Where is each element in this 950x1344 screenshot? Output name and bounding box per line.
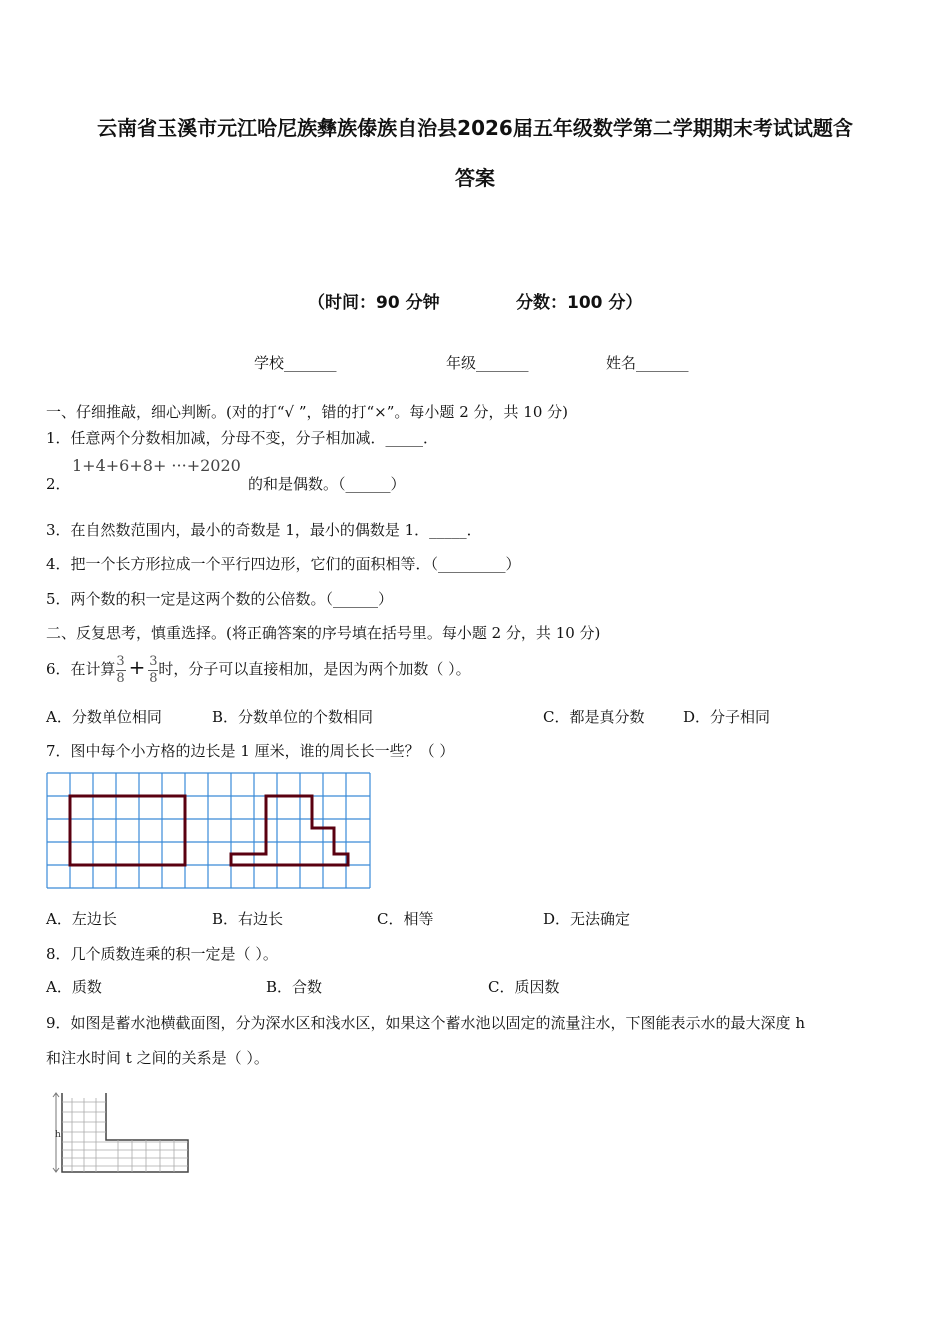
question-2-expression: 1+4+6+8+ ···+2020 <box>72 456 241 475</box>
grade-field: 年级_______ <box>446 354 529 372</box>
question-text-pre: 在计算 <box>70 660 116 678</box>
question-text: 几个质数连乘的积一定是（ ）。 <box>70 945 278 963</box>
question-4 <box>46 553 521 574</box>
question-number: 3． <box>46 521 71 539</box>
question-text: 图中每个小方格的边长是 1 厘米，谁的周长长一些？（ ） <box>70 742 455 760</box>
depth-label-h: h <box>55 1130 61 1140</box>
q6-option-b: B．分数单位的个数相同 <box>212 708 374 726</box>
question-text-post: 时，分子可以直接相加，是因为两个加数（ ）。 <box>158 660 471 678</box>
q7-option-c: C．相等 <box>377 910 434 928</box>
left-rectangle <box>70 796 185 865</box>
question-text: 任意两个分数相加减，分母不变，分子相加减．_____． <box>70 429 439 447</box>
doc-title-line2: 答案 <box>455 166 495 190</box>
fraction-numerator: 3 <box>149 653 158 669</box>
question-number: 1． <box>46 429 71 447</box>
fraction-numerator: 3 <box>116 653 125 669</box>
question-2-number: 2． <box>46 475 71 493</box>
question-number: 5． <box>46 590 71 608</box>
plus-sign: + <box>128 655 146 679</box>
section1-heading: 一、仔细推敲，细心判断。(对的打“√ ”，错的打“×”。每小题 2 分，共 10 分) <box>46 403 568 421</box>
question-9-line2: 和注水时间 t 之间的关系是（ ）。 <box>46 1049 269 1067</box>
question-6 <box>46 648 471 688</box>
water-hatching <box>62 1098 188 1172</box>
doc-title-line1: 云南省玉溪市元江哈尼族彝族傣族自治县2026届五年级数学第二学期期末考试试题含 <box>97 116 853 140</box>
reservoir-cross-section-figure <box>52 1090 192 1175</box>
name-field: 姓名_______ <box>606 354 689 372</box>
question-9-line1 <box>46 1012 805 1033</box>
perimeter-grid-figure <box>46 772 372 890</box>
question-number: 7． <box>46 742 71 760</box>
grid-lines <box>47 773 370 888</box>
question-text: 两个数的积一定是这两个数的公倍数。（______） <box>70 590 394 608</box>
fraction-denominator: 8 <box>149 670 158 686</box>
q6-option-c: C．都是真分数 <box>543 708 645 726</box>
fraction-1 <box>116 655 126 686</box>
section2-heading: 二、反复思考，慎重选择。(将正确答案的序号填在括号里。每小题 2 分，共 10 分) <box>46 624 601 642</box>
reservoir-outline <box>62 1093 188 1172</box>
question-number: 6． <box>46 660 71 678</box>
question-number: 4． <box>46 555 71 573</box>
question-7 <box>46 740 454 761</box>
fraction-denominator: 8 <box>116 670 125 686</box>
q8-option-b: B．合数 <box>266 978 323 996</box>
fraction-2 <box>148 655 158 686</box>
q6-option-a: A．分数单位相同 <box>46 708 162 726</box>
q8-option-c: C．质因数 <box>488 978 560 996</box>
right-stepped-shape <box>231 796 348 865</box>
question-5 <box>46 588 393 609</box>
question-number: 8． <box>46 945 71 963</box>
exam-score: 分数：100 分） <box>516 293 643 313</box>
question-number: 9． <box>46 1014 71 1032</box>
question-text: 把一个长方形拉成一个平行四边形，它们的面积相等．（_________） <box>70 555 521 573</box>
question-2-text: 的和是偶数。（______） <box>248 475 406 493</box>
exam-time: （时间：90 分钟 <box>308 293 440 313</box>
q7-option-a: A．左边长 <box>46 910 117 928</box>
question-text: 在自然数范围内，最小的奇数是 1，最小的偶数是 1．_____． <box>70 521 482 539</box>
question-1 <box>46 427 438 448</box>
question-3 <box>46 519 482 540</box>
q6-option-d: D．分子相同 <box>683 708 771 726</box>
q7-option-d: D．无法确定 <box>543 910 631 928</box>
question-8 <box>46 943 278 964</box>
q7-option-b: B．右边长 <box>212 910 284 928</box>
question-text: 如图是蓄水池横截面图，分为深水区和浅水区，如果这个蓄水池以固定的流量注水，下图能表示水的最大深度 h <box>70 1014 805 1032</box>
school-field: 学校_______ <box>254 354 337 372</box>
q8-option-a: A．质数 <box>46 978 102 996</box>
